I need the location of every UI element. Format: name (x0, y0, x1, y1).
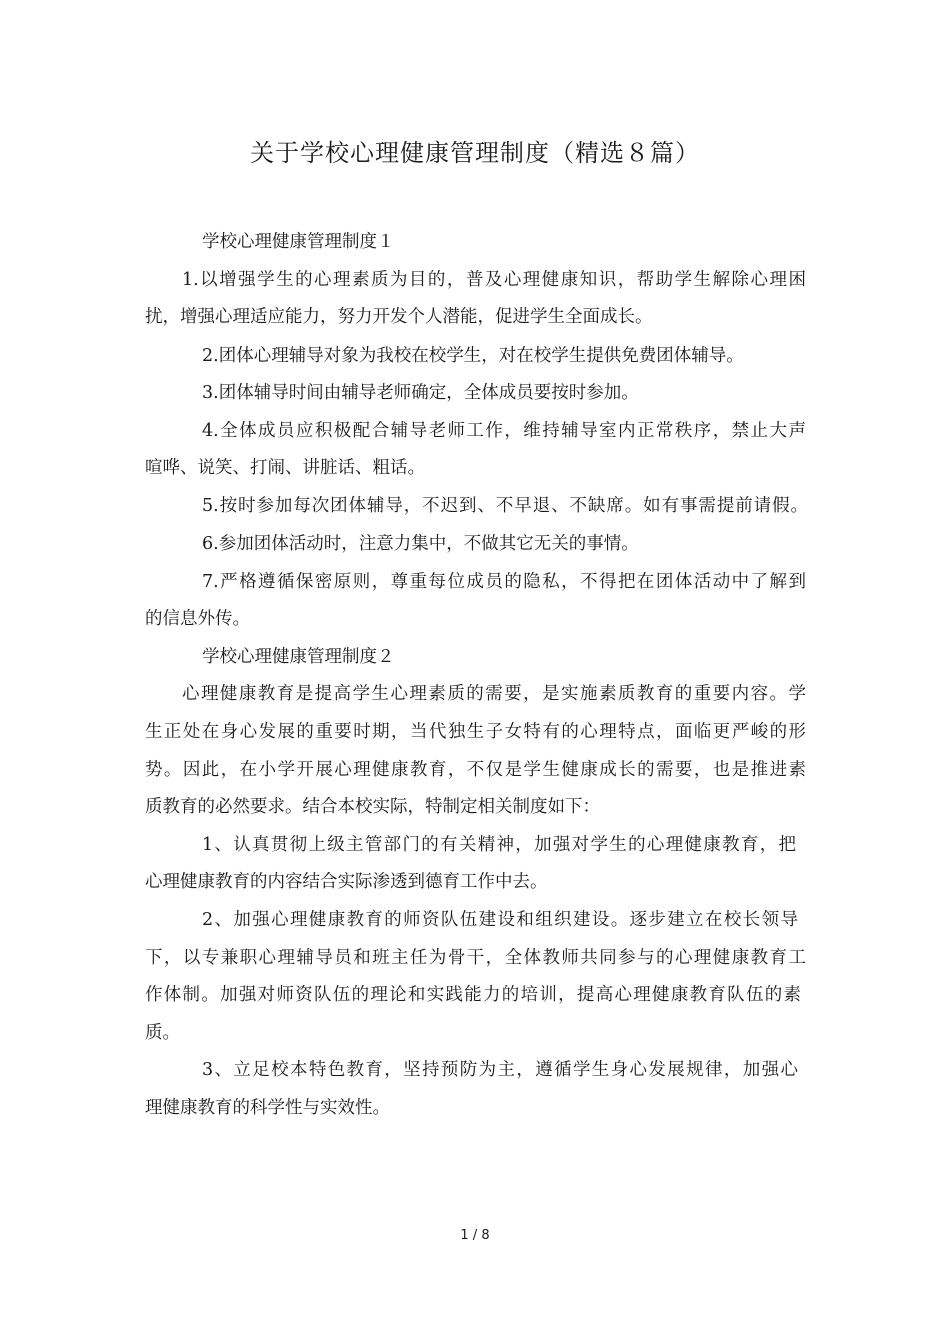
section-heading: 学校心理健康管理制度１ (202, 232, 395, 252)
paragraph-line: 质。 (145, 1023, 180, 1043)
paragraph-line: 1.以增强学生的心理素质为目的，普及心理健康知识，帮助学生解除心理困 (182, 270, 806, 290)
paragraph-line: 作体制。加强对师资队伍的理论和实践能力的培训，提高心理健康教育队伍的素 (145, 985, 801, 1005)
paragraph-line: 扰，增强心理适应能力，努力开发个人潜能，促进学生全面成长。 (145, 307, 653, 327)
paragraph-line: 6.参加团体活动时，注意力集中，不做其它无关的事情。 (202, 534, 639, 554)
document-title: 关于学校心理健康管理制度（精选８篇） (250, 139, 700, 167)
paragraph-line: 3.团体辅导时间由辅导老师确定，全体成员要按时参加。 (202, 383, 639, 403)
section-heading: 学校心理健康管理制度２ (202, 647, 395, 667)
paragraph-line: 2、加强心理健康教育的师资队伍建设和组织建设。逐步建立在校长领导 (202, 910, 798, 930)
paragraph-line: 3、立足校本特色教育，坚持预防为主，遵循学生身心发展规律，加强心 (202, 1060, 798, 1080)
paragraph-line: 理健康教育的科学性与实效性。 (145, 1098, 390, 1118)
paragraph-line: 7.严格遵循保密原则，尊重每位成员的隐私，不得把在团体活动中了解到 (202, 572, 806, 592)
paragraph-line: 2.团体心理辅导对象为我校在校学生，对在校学生提供免费团体辅导。 (202, 346, 744, 366)
page-indicator: 1 / 8 (460, 1228, 490, 1243)
paragraph-line: 生正处在身心发展的重要时期，当代独生子女特有的心理特点，面临更严峻的形 (145, 722, 806, 742)
paragraph-line: 质教育的必然要求。结合本校实际，特制定相关制度如下： (145, 797, 600, 817)
paragraph-line: 下，以专兼职心理辅导员和班主任为骨干，全体教师共同参与的心理健康教育工 (145, 948, 806, 968)
paragraph-line: 喧哗、说笑、打闹、讲脏话、粗话。 (145, 458, 425, 478)
paragraph-line: 心理健康教育的内容结合实际渗透到德育工作中去。 (145, 872, 548, 892)
paragraph-line: 的信息外传。 (145, 609, 250, 629)
paragraph-line: 5.按时参加每次团体辅导，不迟到、不早退、不缺席。如有事需提前请假。 (202, 496, 808, 516)
paragraph-line: 4.全体成员应积极配合辅导老师工作，维持辅导室内正常秩序，禁止大声 (202, 421, 806, 441)
paragraph-line: 心理健康教育是提高学生心理素质的需要，是实施素质教育的重要内容。学 (182, 684, 806, 704)
paragraph-line: 1、认真贯彻上级主管部门的有关精神，加强对学生的心理健康教育，把 (202, 835, 796, 855)
paragraph-line: 势。因此，在小学开展心理健康教育，不仅是学生健康成长的需要，也是推进素 (145, 760, 806, 780)
